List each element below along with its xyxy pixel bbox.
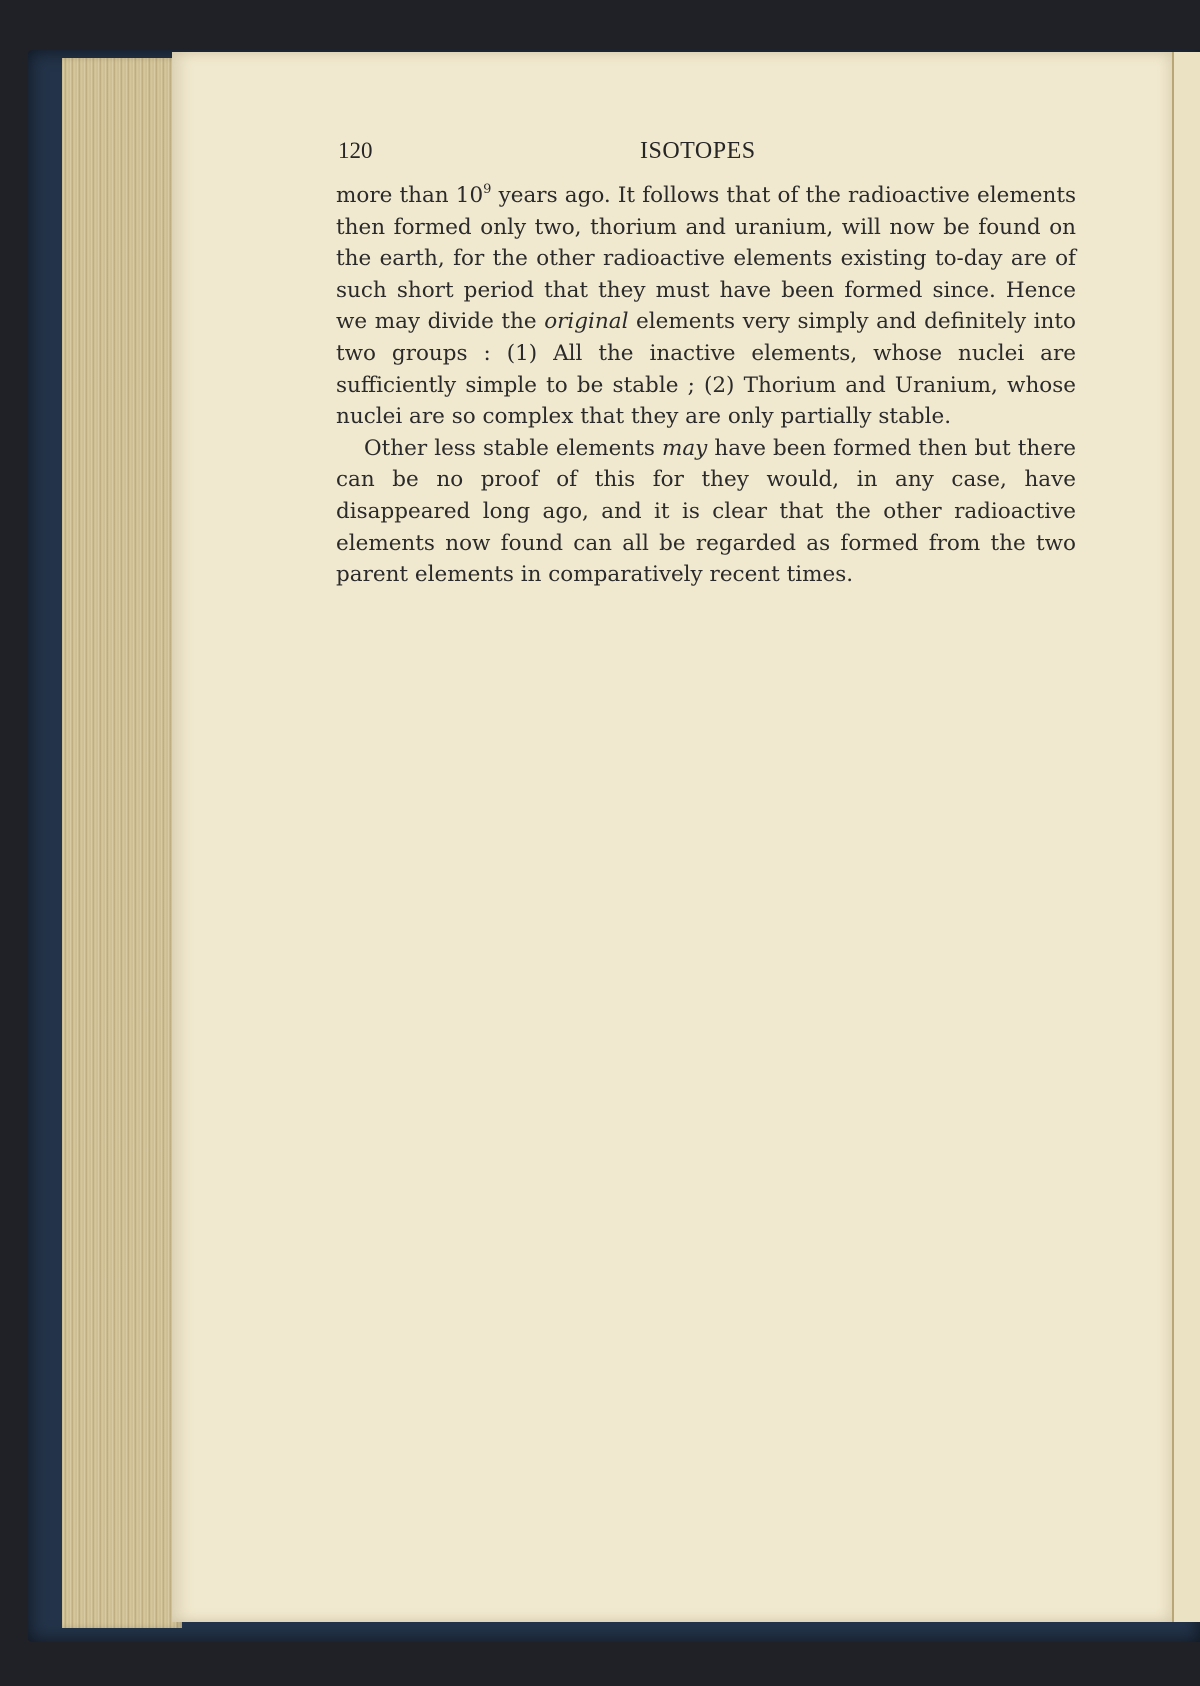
paragraph-2: Other less stable elements may have been formed then but there can be no proof of this for they would, in any case, have disappeared long ago, and it is clear that the other radioactive elements now found can all be regarded as formed from the two parent elements in comparatively recent times. [336,435,1077,588]
running-head: ISOTOPES [640,138,756,164]
facing-page-edge [1172,52,1200,1622]
exponent: 9 [483,182,492,197]
page-edges [62,58,182,1628]
paragraph-1: more than $10^9$ years ago. It follows that of the radioactive elements then formed only two, thorium and uranium, will now be found on the earth, for the other radioactive elements existing to-day are of such short period that they must have been formed since. Hence we may divide the original elements very simply and definitely into two groups : (1) All the inactive elements, whose nuclei are sufficiently simple to be stable ; (2) Thorium and Uranium, whose nuclei are so complex that they are only partially stable. [336,182,1076,430]
page-number: 120 [338,138,373,163]
page-header [338,138,1074,178]
body-text [336,180,1076,591]
italic-word: may [661,435,708,461]
italic-word: original [544,309,629,335]
